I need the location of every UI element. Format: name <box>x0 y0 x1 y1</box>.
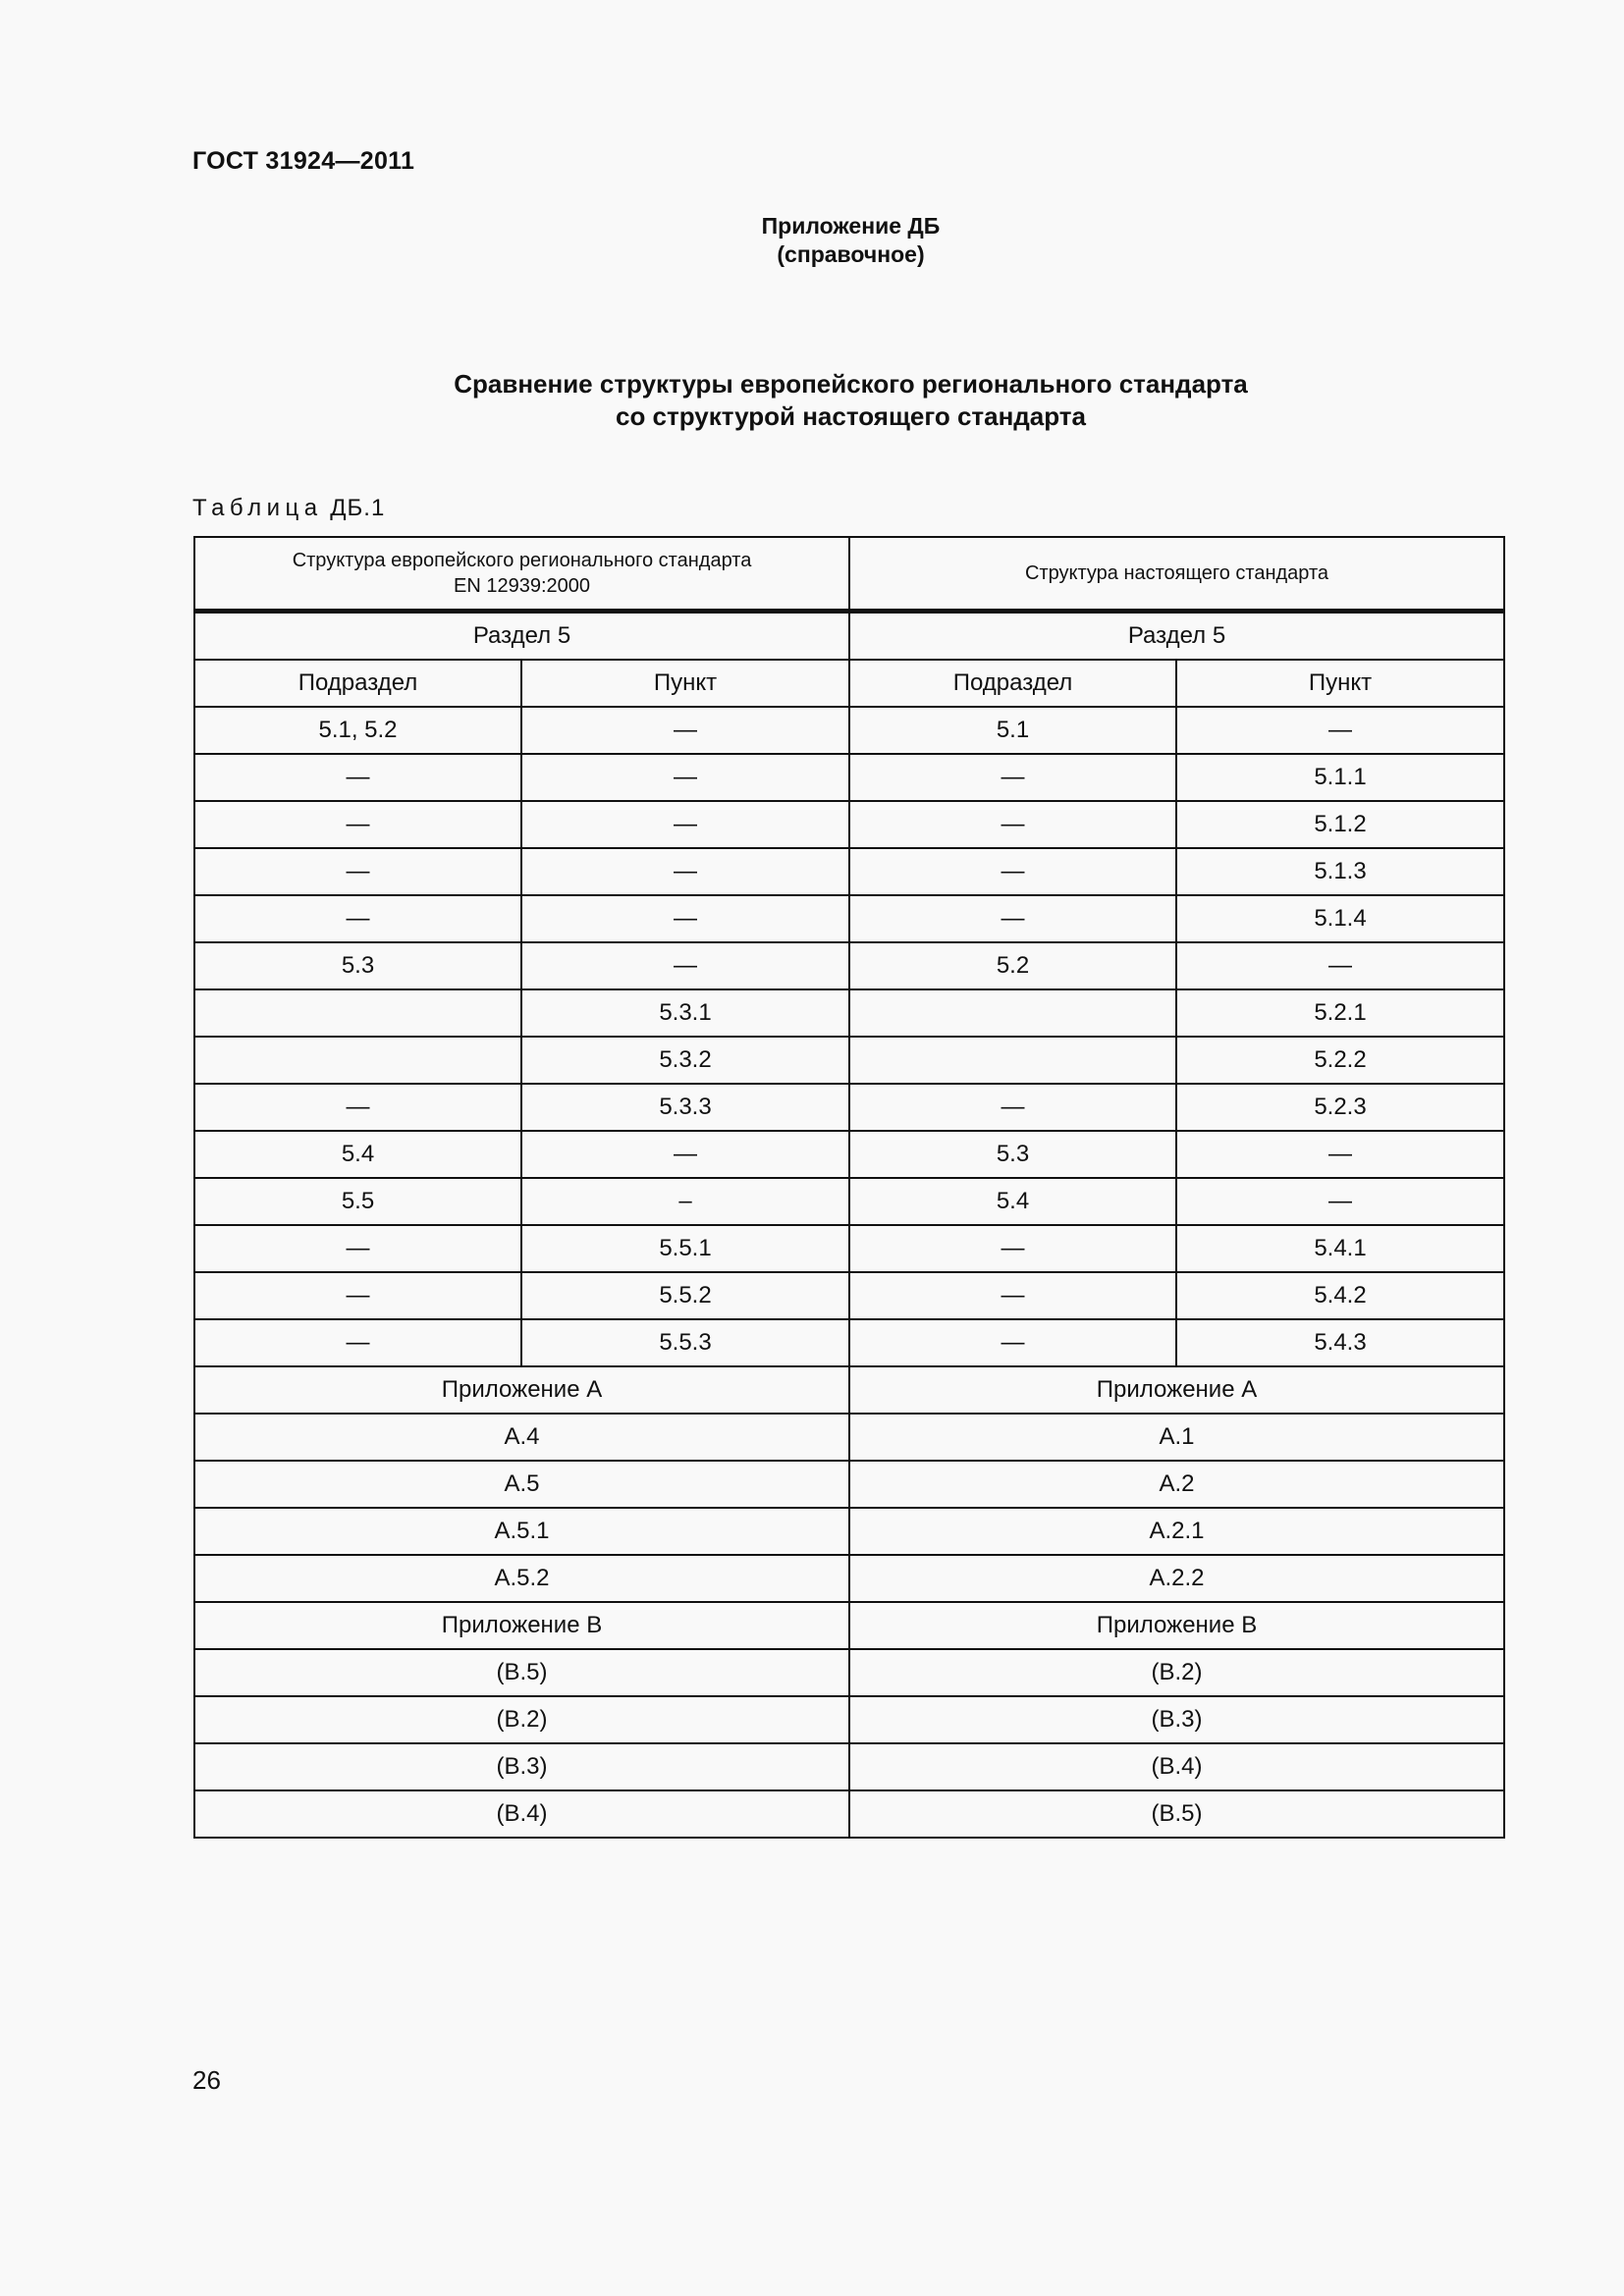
table-cell: 5.3.2 <box>521 1037 849 1084</box>
appendix-cell: А.5.2 <box>194 1555 849 1602</box>
table-header-row <box>194 537 1504 612</box>
appendix-row <box>194 1790 1504 1838</box>
table-caption-prefix: Таблица <box>192 495 323 521</box>
table-cell: 5.1.1 <box>1176 754 1504 801</box>
table-row <box>194 942 1504 989</box>
table-cell: — <box>521 895 849 942</box>
table-cell: 5.2.1 <box>1176 989 1504 1037</box>
left-section-cell: Раздел 5 <box>194 612 849 661</box>
subheader-cell: Пункт <box>1176 660 1504 707</box>
table-cell: 5.3.1 <box>521 989 849 1037</box>
table-row <box>194 1272 1504 1319</box>
appendix-cell: А.2.2 <box>849 1555 1504 1602</box>
page-number: 26 <box>192 2065 221 2095</box>
table-cell: — <box>1176 1178 1504 1225</box>
table-cell: 5.5.2 <box>521 1272 849 1319</box>
appendix-cell: А.2.1 <box>849 1508 1504 1555</box>
appendix-row <box>194 1649 1504 1696</box>
table-row <box>194 989 1504 1037</box>
table-row <box>194 1131 1504 1178</box>
table-cell: — <box>521 1131 849 1178</box>
table-cell: — <box>521 942 849 989</box>
appendix-row <box>194 1696 1504 1743</box>
table-cell: — <box>849 1084 1176 1131</box>
appendix-row <box>194 1366 1504 1414</box>
table-cell: — <box>849 1225 1176 1272</box>
table-cell <box>194 989 521 1037</box>
table-row <box>194 754 1504 801</box>
appendix-cell: (В.3) <box>194 1743 849 1790</box>
appendix-row <box>194 1555 1504 1602</box>
appendix-note: (справочное) <box>777 241 925 267</box>
appendix-cell: (В.2) <box>194 1696 849 1743</box>
table-cell <box>849 989 1176 1037</box>
appendix-title: Приложение ДБ <box>761 213 941 239</box>
table-cell: 5.1, 5.2 <box>194 707 521 754</box>
table-row <box>194 1319 1504 1366</box>
table-cell: 5.5.3 <box>521 1319 849 1366</box>
appendix-row <box>194 1508 1504 1555</box>
table-cell: — <box>1176 707 1504 754</box>
table-cell: — <box>521 848 849 895</box>
table-cell: 5.2.3 <box>1176 1084 1504 1131</box>
appendix-cell: Приложение А <box>849 1366 1504 1414</box>
table-cell: — <box>849 848 1176 895</box>
table-cell: — <box>849 801 1176 848</box>
table-cell: 5.3.3 <box>521 1084 849 1131</box>
section-row <box>194 612 1504 661</box>
table-row <box>194 801 1504 848</box>
right-standard-header: Структура настоящего стандарта <box>849 537 1504 612</box>
table-row <box>194 1178 1504 1225</box>
table-cell: 5.2.2 <box>1176 1037 1504 1084</box>
appendix-row <box>194 1743 1504 1790</box>
appendix-cell: А.5 <box>194 1461 849 1508</box>
table-cell: 5.1.4 <box>1176 895 1504 942</box>
table-cell: — <box>194 1225 521 1272</box>
table-cell: 5.4 <box>194 1131 521 1178</box>
left-standard-code: EN 12939:2000 <box>454 575 591 597</box>
table-cell: 5.3 <box>194 942 521 989</box>
appendix-cell: Приложение В <box>849 1602 1504 1649</box>
table-cell: — <box>849 754 1176 801</box>
document-code: ГОСТ 31924—2011 <box>192 147 415 175</box>
appendix-cell: А.4 <box>194 1414 849 1461</box>
table-cell: — <box>194 1272 521 1319</box>
table-cell: 5.4.3 <box>1176 1319 1504 1366</box>
page-title-line-1: Сравнение структуры европейского регионального стандарта <box>454 369 1248 399</box>
table-cell: 5.5 <box>194 1178 521 1225</box>
subheader-cell: Подраздел <box>194 660 521 707</box>
table-cell: — <box>194 801 521 848</box>
subheader-cell: Пункт <box>521 660 849 707</box>
appendix-cell: А.5.1 <box>194 1508 849 1555</box>
appendix-cell: (В.5) <box>849 1790 1504 1838</box>
table-caption-id: ДБ.1 <box>330 495 386 521</box>
table-cell: — <box>521 754 849 801</box>
appendix-cell: Приложение В <box>194 1602 849 1649</box>
appendix-row <box>194 1461 1504 1508</box>
table-row <box>194 1225 1504 1272</box>
table-cell: — <box>194 848 521 895</box>
appendix-cell: А.2 <box>849 1461 1504 1508</box>
table-cell: — <box>849 1319 1176 1366</box>
table-cell: — <box>521 801 849 848</box>
table-cell: 5.1 <box>849 707 1176 754</box>
appendix-row <box>194 1602 1504 1649</box>
appendix-cell: (В.2) <box>849 1649 1504 1696</box>
table-row <box>194 848 1504 895</box>
table-cell: — <box>521 707 849 754</box>
table-caption <box>192 495 385 522</box>
table-cell: 5.5.1 <box>521 1225 849 1272</box>
subheader-cell: Подраздел <box>849 660 1176 707</box>
table-cell: — <box>194 754 521 801</box>
table-cell: 5.4.1 <box>1176 1225 1504 1272</box>
appendix-cell: (В.3) <box>849 1696 1504 1743</box>
appendix-row <box>194 1414 1504 1461</box>
table-cell: 5.2 <box>849 942 1176 989</box>
table-row <box>194 707 1504 754</box>
table-cell: 5.4.2 <box>1176 1272 1504 1319</box>
table-cell: 5.1.3 <box>1176 848 1504 895</box>
appendix-cell: Приложение А <box>194 1366 849 1414</box>
table-cell: — <box>194 895 521 942</box>
table-cell <box>849 1037 1176 1084</box>
table-cell: 5.1.2 <box>1176 801 1504 848</box>
table-cell: – <box>521 1178 849 1225</box>
left-standard-header <box>194 537 849 612</box>
page-title-line-2: со структурой настоящего стандарта <box>615 401 1086 431</box>
table-cell: 5.4 <box>849 1178 1176 1225</box>
table-row <box>194 1037 1504 1084</box>
table-row <box>194 1084 1504 1131</box>
comparison-table <box>193 536 1505 1839</box>
left-standard-title: Структура европейского регионального стандарта <box>292 550 752 571</box>
subheader-row <box>194 660 1504 707</box>
table-cell: — <box>849 895 1176 942</box>
table-cell: — <box>194 1084 521 1131</box>
table-cell: — <box>194 1319 521 1366</box>
table-cell <box>194 1037 521 1084</box>
appendix-cell: (В.4) <box>849 1743 1504 1790</box>
table-row <box>194 895 1504 942</box>
table-cell: — <box>1176 942 1504 989</box>
table-cell: — <box>849 1272 1176 1319</box>
right-section-cell: Раздел 5 <box>849 612 1504 661</box>
appendix-cell: (В.5) <box>194 1649 849 1696</box>
appendix-cell: А.1 <box>849 1414 1504 1461</box>
appendix-cell: (В.4) <box>194 1790 849 1838</box>
table-cell: 5.3 <box>849 1131 1176 1178</box>
table-cell: — <box>1176 1131 1504 1178</box>
